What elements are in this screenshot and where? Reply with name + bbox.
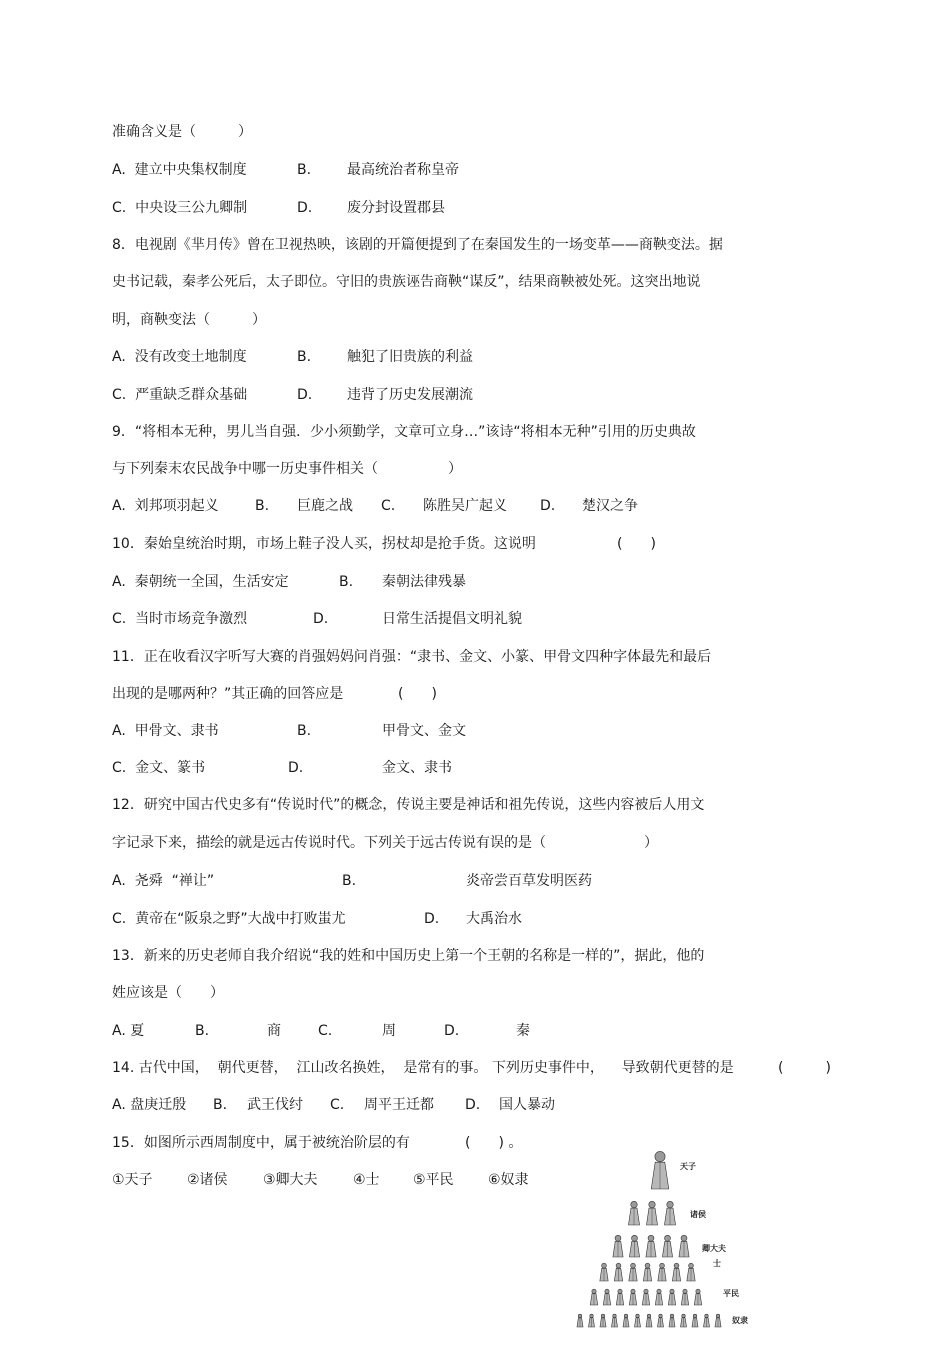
q14-answer-paren: ( ) [778, 1060, 831, 1076]
q8-option-a: A. 没有改变土地制度 [112, 349, 247, 365]
q9-option-c-letter: C. [381, 498, 396, 514]
zhuhou-figure [628, 1201, 639, 1225]
nuli-figure [646, 1314, 652, 1327]
nuli-figure [623, 1314, 629, 1327]
q15-item-3: ③卿大夫 [263, 1172, 318, 1188]
q7-option-c: C. 中央设三公九卿制 [112, 200, 248, 216]
shi-figure [600, 1263, 608, 1281]
label-tianzi: 天子 [680, 1162, 696, 1171]
q14-option-c-letter: C. [330, 1097, 345, 1113]
q12-option-b-text: 炎帝尝百草发明医药 [466, 873, 592, 889]
zhou-hierarchy-figure [572, 1145, 762, 1330]
q14-option-d-text: 国人暴动 [499, 1097, 555, 1113]
shi-figure [658, 1263, 666, 1281]
nuli-figure [611, 1314, 617, 1327]
nuli-figure [577, 1314, 583, 1327]
q14-line-1: 14. 古代中国， 朝代更替， 江山改名换姓， 是常有的事。 下列历史事件中， 导致朝代更替的是 [112, 1060, 734, 1076]
pingmin-figure [668, 1289, 675, 1305]
pingmin-figure [629, 1289, 636, 1305]
q9-option-a: A. 刘邦项羽起义 [112, 498, 219, 514]
q7-option-d-letter: D. [297, 200, 313, 216]
nuli-figure [692, 1314, 698, 1327]
q13-option-c-letter: C. [318, 1023, 333, 1039]
nuli-figure [588, 1314, 594, 1327]
pingmin-figure [616, 1289, 623, 1305]
qingdafu-figure [629, 1235, 639, 1257]
q11-answer-paren: ( ) [398, 686, 437, 702]
q11-option-d-text: 金文、隶书 [382, 760, 452, 776]
nuli-figure [669, 1314, 675, 1327]
q10-option-b-letter: B. [339, 574, 354, 590]
q9-option-d-text: 楚汉之争 [582, 498, 638, 514]
q12-line-1: 12．研究中国古代史多有“传说时代”的概念，传说主要是神话和祖先传说，这些内容被后人用文 [112, 797, 705, 813]
q10-option-d-text: 日常生活提倡文明礼貌 [382, 611, 522, 627]
q8-option-b-text: 触犯了旧贵族的利益 [347, 349, 473, 365]
q8-line-2: 史书记载，秦孝公死后，太子即位。守旧的贵族诬告商鞅“谋反”，结果商鞅被处死。这突出地说 [112, 274, 701, 290]
q15-answer-paren: ( ) 。 [465, 1135, 523, 1151]
nuli-figure [680, 1314, 686, 1327]
q13-option-d-text: 秦 [516, 1023, 530, 1039]
nuli-figure [600, 1314, 606, 1327]
nuli-figure [703, 1314, 709, 1327]
q9-option-d-letter: D. [540, 498, 556, 514]
q9-option-b-text: 巨鹿之战 [297, 498, 353, 514]
q15-item-6: ⑥奴隶 [488, 1172, 529, 1188]
q11-option-b-text: 甲骨文、金文 [382, 723, 466, 739]
q14-option-b-letter: B. [213, 1097, 228, 1113]
q10-answer-paren: ( ) [617, 536, 656, 552]
qingdafu-figure [613, 1235, 623, 1257]
label-shi: 士 [713, 1259, 721, 1268]
q10-option-c: C. 当时市场竞争激烈 [112, 611, 248, 627]
shi-figure [614, 1263, 622, 1281]
q12-option-a: A. 尧舜 “禅让” [112, 873, 215, 889]
zhou-hierarchy-svg [572, 1145, 762, 1330]
q13-option-d-letter: D. [444, 1023, 460, 1039]
zhuhou-figure [646, 1201, 657, 1225]
q10-option-b-text: 秦朝法律残暴 [382, 574, 466, 590]
pingmin-figure [642, 1289, 649, 1305]
q14-option-c-text: 周平王迁都 [364, 1097, 434, 1113]
q7-question-tail: 准确含义是（ ） [112, 124, 252, 140]
q10-line-1: 10．秦始皇统治时期，市场上鞋子没人买，拐杖却是抢手货。这说明 [112, 536, 536, 552]
nuli-figure [634, 1314, 640, 1327]
q15-item-1: ①天子 [112, 1172, 153, 1188]
q13-option-a: A. 夏 [112, 1023, 145, 1039]
label-pingmin: 平民 [723, 1289, 739, 1298]
q11-option-c: C. 金文、篆书 [112, 760, 206, 776]
q8-option-d-text: 违背了历史发展潮流 [347, 387, 473, 403]
q9-option-b-letter: B. [255, 498, 270, 514]
q15-item-4: ④士 [353, 1172, 380, 1188]
q12-option-d-text: 大禹治水 [466, 911, 522, 927]
q9-line-1: 9．“将相本无种，男儿当自强．少小须勤学，文章可立身…”该诗“将相本无种”引用的历史典故 [112, 424, 696, 440]
nuli-figure [715, 1314, 721, 1327]
q10-option-a: A. 秦朝统一全国，生活安定 [112, 574, 289, 590]
shi-figure [629, 1263, 637, 1281]
q12-option-b-letter: B. [342, 873, 357, 889]
q13-option-b-letter: B. [195, 1023, 210, 1039]
q14-option-a: A. 盘庚迁殷 [112, 1097, 187, 1113]
q11-line-1: 11．正在收看汉字听写大赛的肖强妈妈问肖强：“隶书、金文、小篆、甲骨文四种字体最先和最后 [112, 649, 712, 665]
q12-option-c: C. 黄帝在“阪泉之野”大战中打败蚩尤 [112, 911, 346, 927]
q13-line-1: 13．新来的历史老师自我介绍说“我的姓和中国历史上第一个王朝的名称是一样的”，据此，他的 [112, 948, 705, 964]
q15-items-row [112, 1170, 548, 1190]
label-zhuhou: 诸侯 [690, 1210, 706, 1219]
pingmin-figure [681, 1289, 688, 1305]
q8-line-1: 8．电视剧《芈月传》曾在卫视热映，该剧的开篇便提到了在秦国发生的一场变革——商鞅变法。据 [112, 237, 723, 253]
shi-figure [643, 1263, 651, 1281]
label-qingdafu: 卿大夫 [702, 1244, 726, 1253]
q9-line-2: 与下列秦末农民战争中哪一历史事件相关（ ） [112, 461, 462, 477]
pingmin-figure [603, 1289, 610, 1305]
q15-item-2: ②诸侯 [187, 1172, 228, 1188]
pingmin-figure [655, 1289, 662, 1305]
q14-option-d-letter: D. [465, 1097, 481, 1113]
q12-line-2: 字记录下来，描绘的就是远古传说时代。下列关于远古传说有误的是（ ） [112, 835, 658, 851]
q8-option-d-letter: D. [297, 387, 313, 403]
q11-option-b-letter: B. [297, 723, 312, 739]
q12-option-d-letter: D. [424, 911, 440, 927]
q7-option-a: A. 建立中央集权制度 [112, 162, 247, 178]
label-nuli: 奴隶 [732, 1316, 748, 1325]
q9-option-c-text: 陈胜吴广起义 [423, 498, 507, 514]
pyramid-figures [577, 1151, 721, 1327]
q11-option-a: A. 甲骨文、隶书 [112, 723, 219, 739]
qingdafu-figure [646, 1235, 656, 1257]
q7-option-b-text: 最高统治者称皇帝 [347, 162, 459, 178]
q13-option-c-text: 周 [382, 1023, 396, 1039]
nuli-figure [657, 1314, 663, 1327]
q10-option-d-letter: D. [313, 611, 329, 627]
q7-option-d-text: 废分封设置郡县 [347, 200, 445, 216]
q15-item-5: ⑤平民 [413, 1172, 454, 1188]
q8-option-c: C. 严重缺乏群众基础 [112, 387, 248, 403]
tianzi-figure [651, 1151, 669, 1189]
shi-figure [687, 1263, 695, 1281]
shi-figure [672, 1263, 680, 1281]
pingmin-figure [694, 1289, 701, 1305]
qingdafu-figure [679, 1235, 689, 1257]
q13-line-2: 姓应该是（ ） [112, 985, 224, 1001]
q11-line-2: 出现的是哪两种？”其正确的回答应是 [112, 686, 344, 702]
q8-line-3: 明，商鞅变法（ ） [112, 312, 266, 328]
q15-line-1: 15．如图所示西周制度中，属于被统治阶层的有 [112, 1135, 410, 1151]
q8-option-b-letter: B. [297, 349, 312, 365]
zhuhou-figure [664, 1201, 675, 1225]
qingdafu-figure [662, 1235, 672, 1257]
q11-option-d-letter: D. [288, 760, 304, 776]
q7-option-b-letter: B. [297, 162, 312, 178]
q14-option-b-text: 武王伐纣 [247, 1097, 303, 1113]
pingmin-figure [590, 1289, 597, 1305]
q13-option-b-text: 商 [267, 1023, 281, 1039]
